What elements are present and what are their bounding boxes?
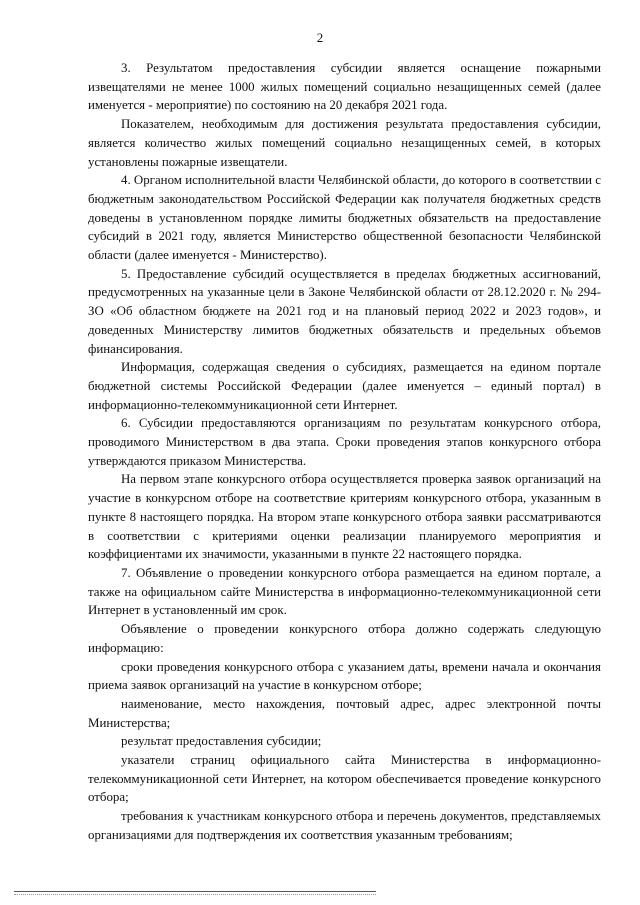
list-item-contacts: наименование, место нахождения, почтовый адрес, адрес электронной почты Министерства; — [88, 696, 601, 730]
list-item-website: указатели страниц официального сайта Министерства в информационно-телекоммуникационной сети Интернет, на котором обеспечивается проведение конкурсного отбора; — [88, 753, 601, 805]
paragraph-authority: 4. Органом исполнительной власти Челябинской области, до которого в соответствии с бюджетным законодательством Российской Федерации как получателя бюджетных средств доведены в установленном порядке лимиты бюджетных обязательств на предоставление субсидий в 2021 году, является Министерство общественной безопасности Челябинской области (далее именуется - Министерство). — [88, 173, 601, 263]
footer-divider-dotted — [14, 894, 376, 895]
paragraph-result: 3. Результатом предоставления субсидии является оснащение пожарными извещателями не менее 1000 жилых помещений социально незащищенных семей (далее именуется - мероприятие) по состоянию на 20 декабря 2021 года. — [88, 61, 601, 113]
paragraph-budget: 5. Предоставление субсидий осуществляется в пределах бюджетных ассигнований, предусмотренных на указанные цели в Законе Челябинской области от 28.12.2020 г. № 294-ЗО «Об областном бюджете на 2021 год и на плановый период 2022 и 2023 годов», и доведенных Министерству лимитов бюджетных обязательств и предельных объемов финансирования. — [88, 266, 601, 356]
paragraph-announcement-content: Объявление о проведении конкурсного отбора должно содержать следующую информацию: — [88, 622, 601, 655]
document-body — [88, 59, 601, 845]
paragraph-portal-info: Информация, содержащая сведения о субсидиях, размещается на едином портале бюджетной системы Российской Федерации (далее именуется – единый портал) в информационно-телекоммуникационной сети Интернет. — [88, 360, 601, 412]
list-item-result: результат предоставления субсидии; — [121, 734, 322, 749]
list-item-deadlines: сроки проведения конкурсного отбора с указанием даты, времени начала и окончания приема заявок организаций на участие в конкурсном отборе; — [88, 659, 601, 693]
page-number: 2 — [316, 30, 324, 45]
footer-divider — [14, 891, 376, 892]
paragraph-stages: На первом этапе конкурсного отбора осуществляется проверка заявок организаций на участие в конкурсном отборе на соответствие критериям конкурсного отбора, указанным в пункте 8 настоящего порядка. На втором этапе конкурсного отбора заявки рассматриваются в соответствии с критериями оценки реализации планируемого мероприятия и коэффициентами их значимости, указанными в пункте 22 настоящего порядка. — [88, 472, 601, 562]
paragraph-announcement: 7. Объявление о проведении конкурсного отбора размещается на едином портале, а также на официальном сайте Министерства в информационно-телекоммуникационной сети Интернет в установленный им срок. — [88, 565, 601, 618]
paragraph-selection: 6. Субсидии предоставляются организациям по результатам конкурсного отбора, проводимого Министерством в два этапа. Сроки проведения этапов конкурсного отбора утверждаются приказом Министерства. — [88, 416, 601, 468]
paragraph-indicator: Показателем, необходимым для достижения результата предоставления субсидии, является количество жилых помещений социально незащищенных семей, в которых установлены пожарные извещатели. — [88, 117, 601, 169]
list-item-requirements: требования к участникам конкурсного отбора и перечень документов, представляемых организациями для подтверждения их соответствия указанным требованиям; — [88, 809, 601, 842]
